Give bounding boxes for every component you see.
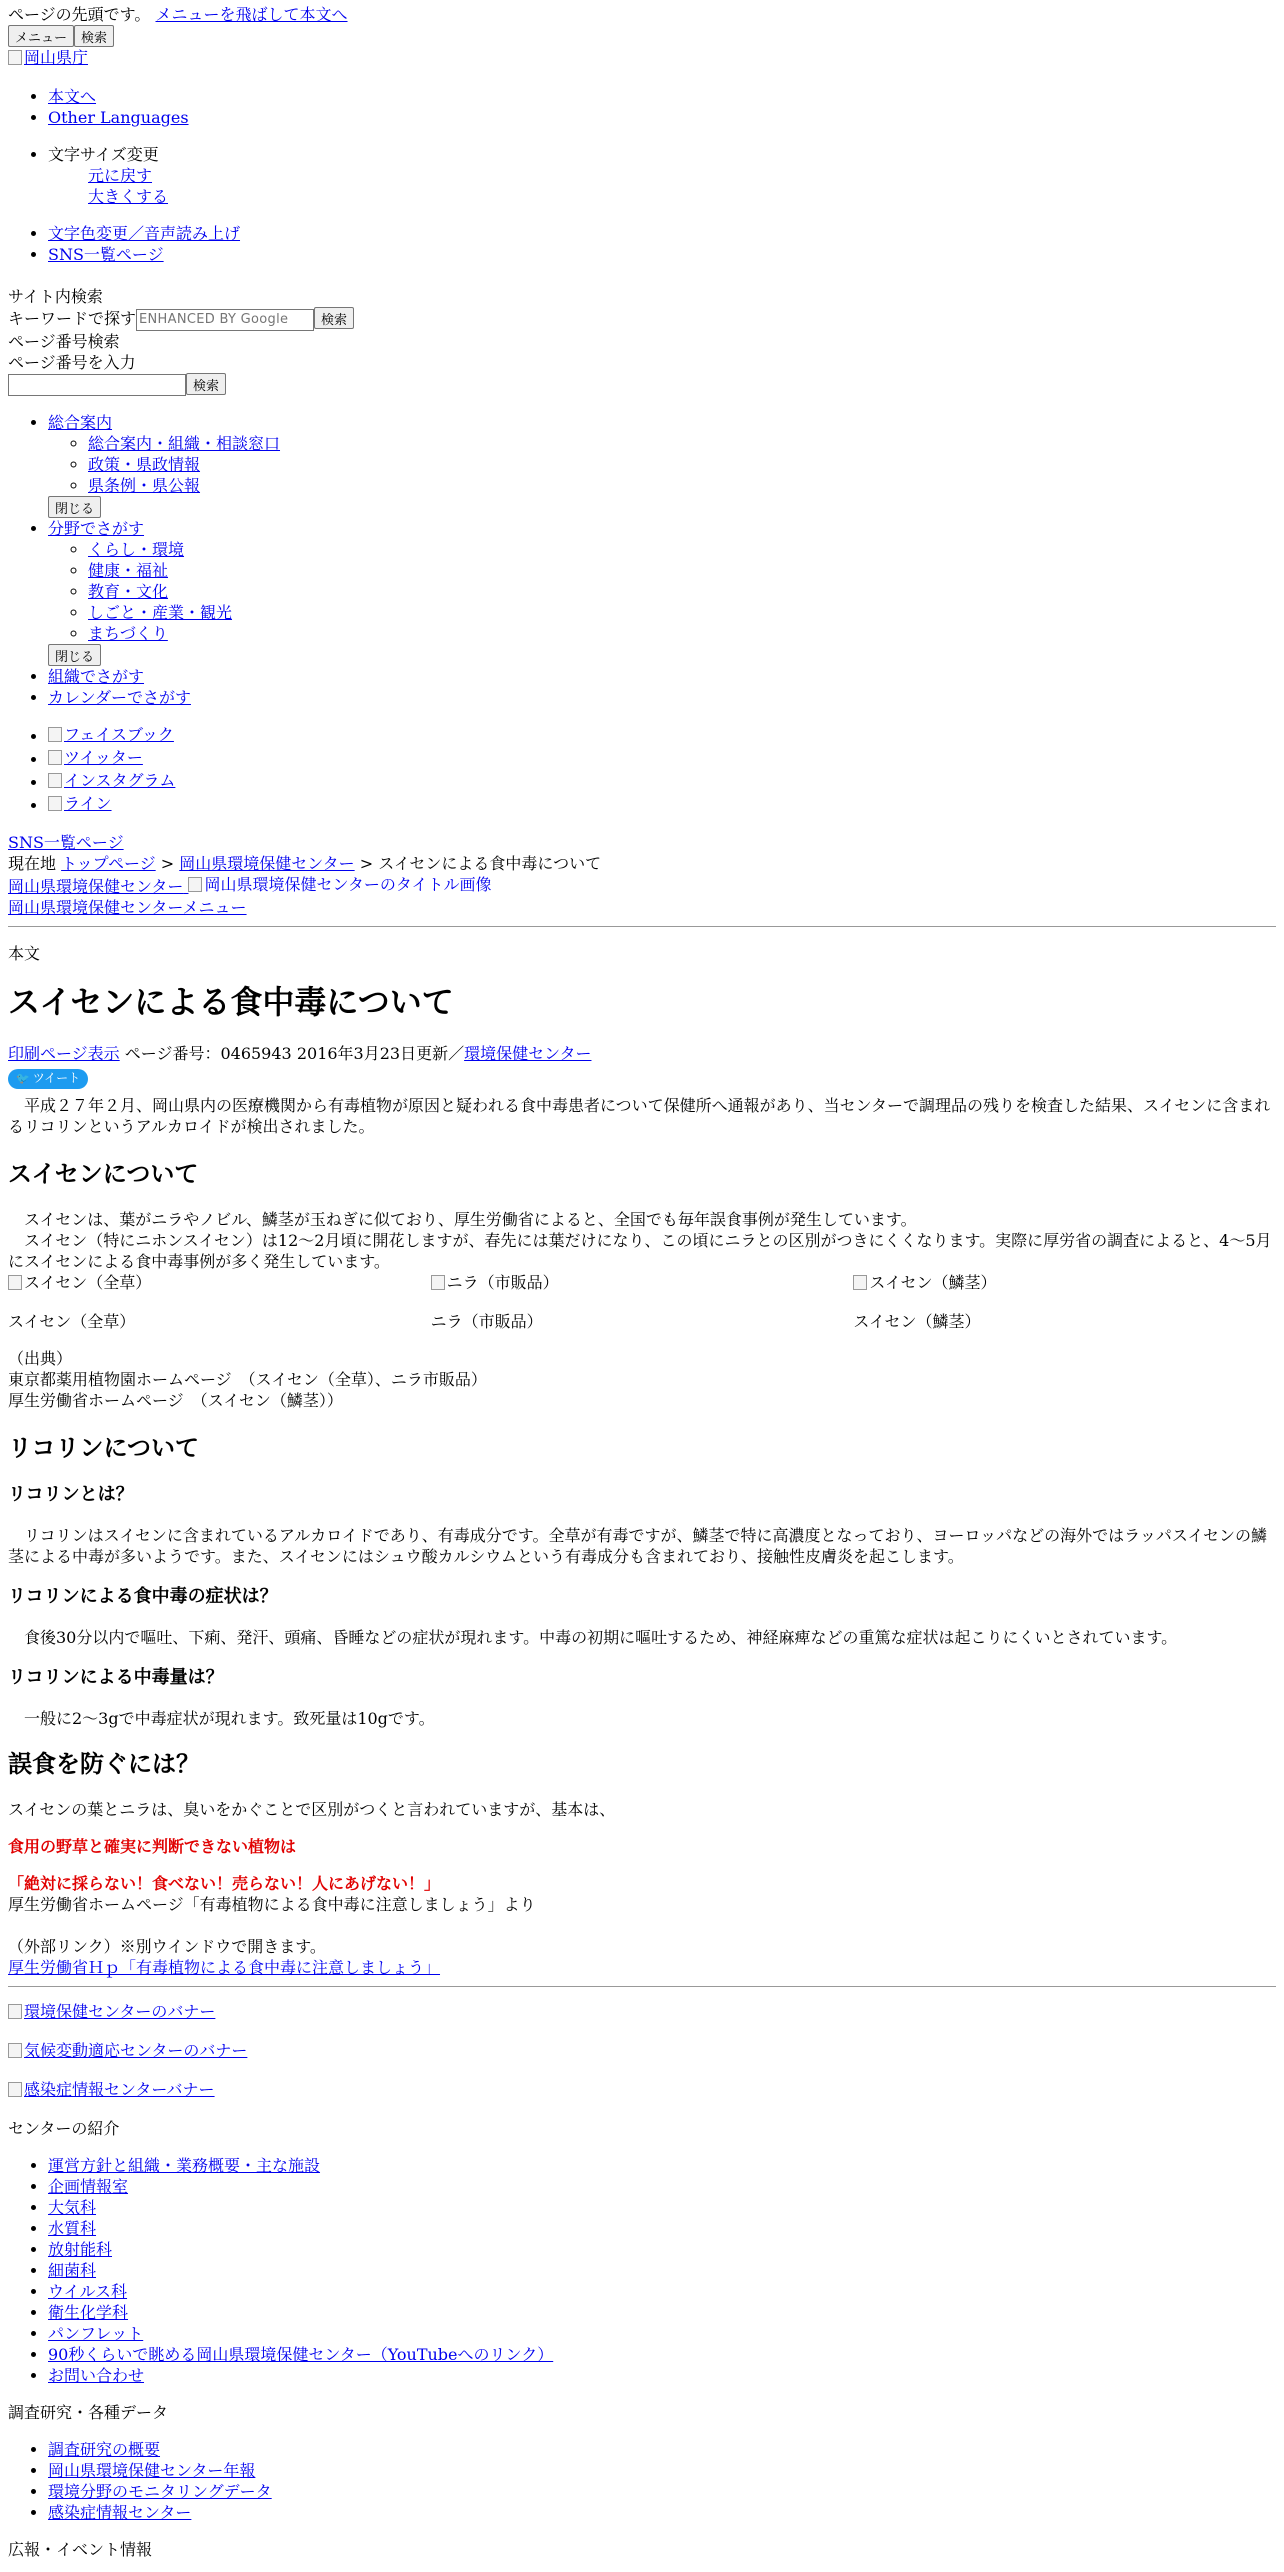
photo-table — [8, 1272, 1276, 1332]
facebook-label: • フェイスブック — [64, 725, 174, 744]
nav-general-item[interactable]: 県条例・県公報 — [88, 476, 201, 495]
nav-field-item[interactable]: しごと・産業・観光 — [88, 603, 233, 622]
nav-field[interactable]: 分野でさがす — [48, 519, 145, 538]
font-size-bigger-link[interactable]: 大きくする — [88, 187, 169, 206]
header-search-button[interactable]: 検索 — [74, 25, 114, 47]
header-links — [8, 86, 1276, 128]
research-list — [8, 2439, 1276, 2523]
photo-alt: スイセン（全草） — [24, 1272, 152, 1292]
page-search-label: ページ番号を入力 — [8, 352, 136, 372]
sub-heading: リコリンによる中毒量は？ — [8, 1666, 224, 1688]
print-link[interactable]: 印刷ページ表示 — [8, 1044, 120, 1063]
photo-nira — [431, 1272, 559, 1293]
accessibility-links — [8, 223, 1276, 265]
photo-cell — [8, 1272, 431, 1332]
instagram-label: • インスタグラム — [64, 771, 176, 790]
to-content-link[interactable]: 本文へ — [48, 87, 97, 106]
instagram-icon[interactable] — [48, 770, 175, 791]
skip-nav — [8, 4, 1276, 25]
page-search-button[interactable]: 検索 — [186, 373, 226, 395]
menu-button[interactable]: メニュー — [8, 25, 74, 47]
center-menu-link[interactable]: 岡山県環境保健センターメニュー — [8, 898, 247, 917]
center-title-text: 岡山県環境保健センター — [8, 877, 184, 896]
intro-paragraph: 平成２７年２月、岡山県内の医療機関から有毒植物が原因と疑われる食中毒患者について保健所へ通報があり、当センターで調理品の残りを検査した結果、スイセンに含まれるリコリンというアルカロイドが検出されました。 — [8, 1095, 1271, 1136]
nav-field-item[interactable]: 健康・福祉 — [88, 561, 169, 580]
quote-source: 厚生労働省ホームページ「有毒植物による食中毒に注意しましょう」より — [8, 1894, 536, 1914]
side-link[interactable]: 運営方針と組織・業務概要・主な施設 — [48, 2155, 321, 2175]
photo-caption: ニラ（市販品） — [430, 1311, 543, 1331]
source-line: 厚生労働省ホームページ （スイセン（鱗茎）） — [8, 1390, 343, 1410]
font-size-reset-link[interactable]: 元に戻す — [88, 166, 153, 185]
breadcrumb-sep: > — [359, 854, 374, 873]
line-icon[interactable] — [48, 793, 112, 814]
twitter-icon[interactable] — [48, 747, 143, 768]
page-number: ページ番号：0465943 — [124, 1044, 292, 1063]
source-label: （出典） — [8, 1348, 73, 1368]
suisen-paragraph: スイセンは、葉がニラやノビル、鱗茎が玉ねぎに似ており、厚生労働省によると、全国でも毎年誤食事例が発生しています。 — [8, 1209, 917, 1229]
banner-alt: 環境保健センターのバナー — [24, 2001, 216, 2021]
side-link[interactable]: ウイルス科 — [48, 2281, 128, 2301]
side-link[interactable]: 衛生化学科 — [48, 2302, 129, 2322]
section-heading: リコリンについて — [8, 1433, 200, 1462]
other-languages-link[interactable]: Other Languages — [48, 108, 189, 127]
updated-date: 2016年3月23日更新／ — [296, 1044, 465, 1063]
section-heading: スイセンについて — [8, 1159, 199, 1188]
side-section-title: センターの紹介 — [8, 2118, 120, 2138]
font-size-control — [8, 144, 1276, 207]
skip-to-content-link[interactable]: メニューを飛ばして本文へ — [155, 5, 348, 24]
side-link[interactable]: 90秒くらいで眺める岡山県環境保健センター（YouTubeへのリンク） — [48, 2344, 554, 2364]
breadcrumb-top[interactable]: トップページ — [61, 854, 156, 873]
site-search — [8, 286, 1276, 331]
photo-cell — [431, 1272, 854, 1332]
side-link[interactable]: 水質科 — [48, 2218, 97, 2238]
warning-text: 食用の野草と確実に判断できない植物は — [8, 1836, 297, 1856]
tweet-label: ツイート — [32, 1071, 81, 1085]
site-logo[interactable] — [8, 47, 88, 68]
suisen-paragraph: スイセン（特にニホンスイセン）は12～2月頃に開花しますが、春先には葉だけになり、この頃にニラとの区別がつきにくくなります。実際に厚労省の調査によると、4～5月にスイセンによる食中毒事例が多く発生しています。 — [8, 1230, 1272, 1271]
nav-general-item[interactable]: 政策・県政情報 — [88, 455, 201, 474]
photo-suisen-whole — [8, 1272, 151, 1293]
twitter-bird-icon: 🐦 — [16, 1072, 30, 1085]
page-search-title: ページ番号検索 — [8, 331, 120, 351]
banner-alt: 気候変動適応センターのバナー — [24, 2040, 248, 2060]
lycorine-paragraph: リコリンはスイセンに含まれているアルカロイドであり、有毒成分です。全草が有毒ですが、鱗茎で特に高濃度となっており、ヨーロッパなどの海外ではラッパスイセンの鱗茎による中毒が多いようです。また、スイセンにはシュウ酸カルシウムという有毒成分も含まれており、接触性皮膚炎を起こします。 — [8, 1525, 1268, 1566]
photo-alt: ニラ（市販品） — [446, 1272, 559, 1292]
side-link[interactable]: 環境分野のモニタリングデータ — [48, 2481, 272, 2501]
breadcrumb-center[interactable]: 岡山県環境保健センター — [179, 854, 355, 873]
nav-field-item[interactable]: くらし・環境 — [88, 540, 185, 559]
center-intro-list — [8, 2155, 1276, 2386]
section-heading: 誤食を防ぐには？ — [8, 1749, 200, 1778]
center-title-image-alt: 岡山県環境保健センターのタイトル画像 — [204, 875, 492, 894]
color-voice-link[interactable]: 文字色変更／音声読み上げ — [48, 224, 241, 243]
photo-alt: スイセン（鱗茎） — [869, 1272, 997, 1292]
site-search-button[interactable]: 検索 — [314, 307, 354, 329]
side-link[interactable]: お問い合わせ — [48, 2365, 145, 2385]
side-link[interactable]: 企画情報室 — [48, 2176, 129, 2196]
divider — [8, 926, 1276, 927]
sub-heading: リコリンによる食中毒の症状は？ — [8, 1585, 278, 1607]
breadcrumb-label: 現在地 — [8, 854, 57, 873]
page-number-input[interactable] — [8, 374, 186, 396]
nav-calendar[interactable]: カレンダーでさがす — [48, 688, 191, 707]
facebook-icon[interactable] — [48, 724, 174, 745]
line-label: • ライン — [64, 794, 112, 813]
nav-field-item[interactable]: 教育・文化 — [88, 582, 169, 601]
page-meta — [8, 1043, 1276, 1064]
side-section-title: 広報・イベント情報 — [8, 2539, 153, 2559]
banner-env-center[interactable] — [8, 2001, 215, 2022]
department-link[interactable]: 環境保健センター — [464, 1044, 592, 1063]
page-top-note: ページの先頭です。 — [8, 5, 151, 24]
external-note: （外部リンク）※別ウインドウで開きます。 — [8, 1936, 326, 1956]
side-link[interactable]: 放射能科 — [48, 2239, 113, 2259]
side-link[interactable]: 細菌科 — [48, 2260, 97, 2280]
nav-organization[interactable]: 組織でさがす — [48, 667, 145, 686]
divider — [8, 1986, 1276, 1987]
tweet-button[interactable] — [8, 1069, 88, 1089]
symptom-paragraph: 食後30分以内で嘔吐、下痢、発汗、頭痛、昏睡などの症状が現れます。中毒の初期に嘔吐するため、神経麻痺などの重篤な症状は起こりにくいとされています。 — [8, 1627, 1178, 1647]
nav-general[interactable]: 総合案内 — [48, 413, 113, 432]
site-logo-alt: 岡山県庁 — [24, 48, 89, 67]
font-size-label: 文字サイズ変更 — [48, 145, 159, 164]
nav-field-item[interactable]: まちづくり — [88, 624, 168, 643]
breadcrumb — [8, 853, 1276, 874]
side-section-title: 調査研究・各種データ — [8, 2402, 169, 2422]
nav-close-button[interactable]: 閉じる — [48, 644, 101, 666]
side-link[interactable]: 調査研究の概要 — [48, 2439, 161, 2459]
site-search-title: サイト内検索 — [8, 287, 103, 306]
page-title: スイセンによる食中毒について — [8, 983, 454, 1021]
photo-caption: スイセン（鱗茎） — [853, 1311, 981, 1331]
side-link[interactable]: 岡山県環境保健センター年報 — [48, 2460, 256, 2480]
sns-list-link[interactable]: SNS一覧ページ — [8, 833, 124, 852]
keyword-label: キーワードで探す — [8, 309, 137, 328]
breadcrumb-sep: > — [160, 854, 175, 873]
nav-close-button[interactable]: 閉じる — [48, 496, 101, 518]
sub-heading: リコリンとは？ — [8, 1483, 134, 1505]
honbun-label: 本文 — [8, 944, 41, 963]
prevent-paragraph: スイセンの葉とニラは、臭いをかぐことで区別がつくと言われていますが、基本は、 — [8, 1799, 616, 1819]
photo-suisen-bulb — [853, 1272, 996, 1293]
banner-climate-center[interactable] — [8, 2040, 247, 2061]
photo-cell — [853, 1272, 1276, 1332]
side-link[interactable]: 感染症情報センター — [48, 2502, 192, 2522]
source-line: 東京都薬用植物園ホームページ （スイセン（全草）、ニラ市販品） — [8, 1369, 487, 1389]
center-title — [8, 874, 1276, 897]
global-nav — [8, 412, 1276, 708]
photo-caption: スイセン（全草） — [8, 1311, 136, 1331]
warning-text: 「絶対に採らない！食べない！売らない！人にあげない！」 — [8, 1873, 441, 1893]
banner-alt: 感染症情報センターバナー — [24, 2079, 215, 2099]
banner-infection-center[interactable] — [8, 2079, 215, 2100]
site-search-input[interactable] — [136, 309, 314, 331]
nav-general-item[interactable]: 総合案内・組織・相談窓口 — [88, 434, 281, 453]
external-link[interactable]: 厚生労働省Ｈｐ「有毒植物による食中毒に注意しましょう」 — [8, 1957, 441, 1977]
center-title-image — [188, 874, 491, 895]
breadcrumb-current: スイセンによる食中毒について — [378, 854, 602, 873]
page-number-search — [8, 331, 1276, 397]
header-buttons — [8, 25, 1276, 47]
sns-list-link-top[interactable]: SNS一覧ページ — [48, 245, 164, 264]
side-link[interactable]: パンフレット — [48, 2323, 144, 2343]
side-link[interactable]: 大気科 — [48, 2197, 97, 2217]
sns-icons — [8, 724, 1276, 816]
amount-paragraph: 一般に2～3gで中毒症状が現れます。致死量は10gです。 — [8, 1708, 435, 1728]
center-title-link[interactable] — [8, 877, 492, 896]
twitter-label: • ツイッター — [64, 748, 143, 767]
